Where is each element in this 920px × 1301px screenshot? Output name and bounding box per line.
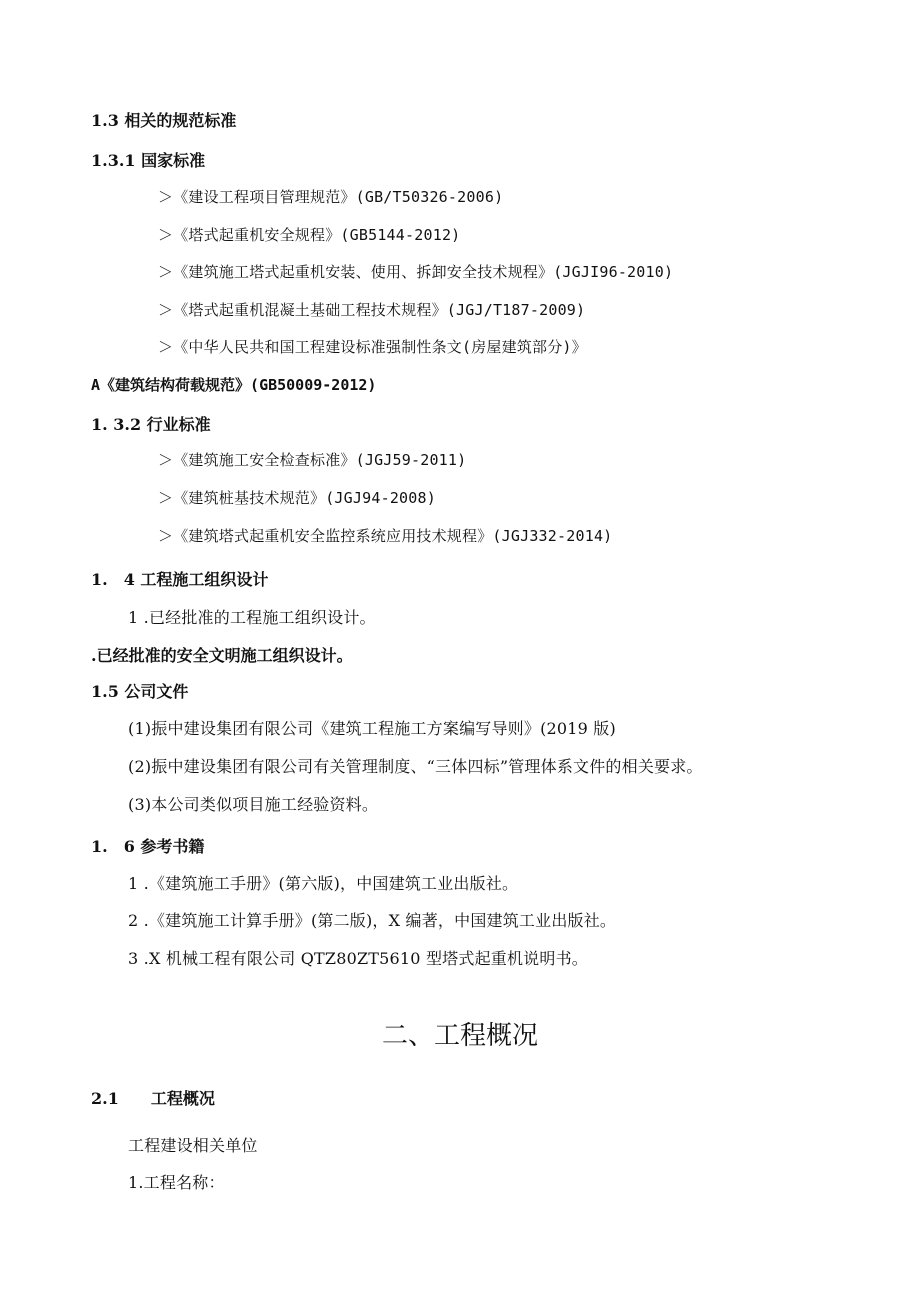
related-units-label: 工程建设相关单位	[128, 1136, 258, 1155]
company-document-item: (3)本公司类似项目施工经验资料。	[128, 795, 379, 814]
reference-book-item: 3 .X 机械工程有限公司 QTZ80ZT5610 型塔式起重机说明书。	[128, 949, 588, 968]
industry-standard-item: ＞《建筑塔式起重机安全监控系统应用技术规程》(JGJ332-2014)	[158, 527, 613, 545]
section-1-5-heading: 1.5 公司文件	[91, 682, 189, 701]
chapter-2-title: 二、工程概况	[381, 1021, 538, 1051]
construction-design-item-bold: .已经批准的安全文明施工组织设计。	[91, 646, 353, 665]
section-1-3-heading: 1.3 相关的规范标准	[91, 111, 237, 130]
section-1-3-1-heading: 1.3.1 国家标准	[91, 151, 206, 170]
construction-design-item: 1 .已经批准的工程施工组织设计。	[128, 608, 376, 627]
section-1-3-2-heading: 1. 3.2 行业标准	[91, 415, 211, 434]
national-standard-item: ＞《建设工程项目管理规范》(GB/T50326-2006)	[158, 188, 504, 206]
section-1-4-heading: 1. 4 工程施工组织设计	[91, 570, 269, 589]
reference-book-item: 2 .《建筑施工计算手册》(第二版)，X 编著，中国建筑工业出版社。	[128, 911, 617, 930]
company-document-item: (2)振中建设集团有限公司有关管理制度、“三体四标”管理体系文件的相关要求。	[128, 757, 703, 776]
company-document-item: (1)振中建设集团有限公司《建筑工程施工方案编写导则》(2019 版)	[128, 719, 616, 738]
industry-standard-item: ＞《建筑施工安全检查标准》(JGJ59-2011)	[158, 451, 467, 469]
industry-standard-item: ＞《建筑桩基技术规范》(JGJ94-2008)	[158, 489, 436, 507]
national-standard-extra: A《建筑结构荷载规范》(GB50009-2012)	[91, 376, 377, 394]
section-1-6-heading: 1. 6 参考书籍	[91, 837, 205, 856]
national-standard-item: ＞《塔式起重机安全规程》(GB5144-2012)	[158, 226, 461, 244]
section-2-1-heading: 2.1 工程概况	[91, 1089, 215, 1108]
reference-book-item: 1 .《建筑施工手册》(第六版)，中国建筑工业出版社。	[128, 874, 519, 893]
national-standard-item: ＞《塔式起重机混凝土基础工程技术规程》(JGJ/T187-2009)	[158, 301, 586, 319]
national-standard-item: ＞《建筑施工塔式起重机安装、使用、拆卸安全技术规程》(JGJI96-2010)	[158, 263, 674, 281]
national-standard-item: ＞《中华人民共和国工程建设标准强制性条文(房屋建筑部分)》	[158, 338, 587, 356]
project-name-label: 1.工程名称：	[128, 1173, 225, 1192]
